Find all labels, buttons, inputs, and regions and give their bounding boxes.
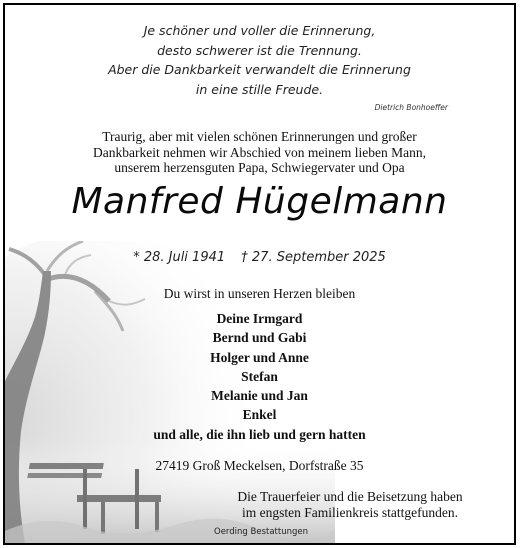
poem-author: Dietrich Bonhoeffer	[374, 103, 448, 112]
farewell-line: Du wirst in unseren Herzen bleiben	[163, 286, 356, 301]
poem-line: Je schöner und voller die Erinnerung,	[143, 23, 376, 38]
poem-line: Aber die Dankbarkeit verwandelt die Erinnerung	[108, 62, 411, 77]
mourner: Stefan	[241, 368, 278, 384]
poem	[5, 21, 514, 99]
intro-line: Traurig, aber mit vielen schönen Erinnerungen und großer	[102, 129, 417, 144]
death-date: † 27. September 2025	[241, 250, 386, 265]
mourner: Deine Irmgard	[216, 311, 303, 326]
mourner: Holger und Anne	[210, 349, 309, 365]
family-address: 27419 Groß Meckelsen, Dorfstraße 35	[155, 458, 364, 473]
undertaker-credit: Oerding Bestattungen	[214, 527, 308, 537]
life-dates	[5, 250, 514, 265]
mourner: Melanie und Jan	[211, 388, 308, 404]
obituary-notice	[3, 3, 516, 545]
mourner: und alle, die ihn lieb und gern hatten	[153, 426, 366, 442]
intro-line: Dankbarkeit nehmen wir Abschied von meinem lieben Mann,	[93, 144, 426, 160]
funeral-line: im engsten Familienkreis stattgefunden.	[242, 505, 458, 520]
birth-date: * 28. Juli 1941	[133, 250, 226, 265]
funeral-line: Die Trauerfeier und die Beisetzung haben	[237, 489, 463, 504]
intro-line: unserem herzensguten Papa, Schwiegervater und Opa	[114, 160, 405, 175]
poem-line: desto schwerer ist die Trennung.	[157, 42, 362, 58]
deceased-name: Manfred Hügelmann	[71, 181, 448, 222]
mourner: Enkel	[242, 407, 277, 423]
mourners-list	[5, 309, 514, 444]
mourner: Bernd und Gabi	[212, 330, 307, 346]
poem-line: in eine stille Freude.	[195, 81, 324, 97]
funeral-notice	[230, 489, 470, 521]
intro-text	[5, 129, 514, 176]
